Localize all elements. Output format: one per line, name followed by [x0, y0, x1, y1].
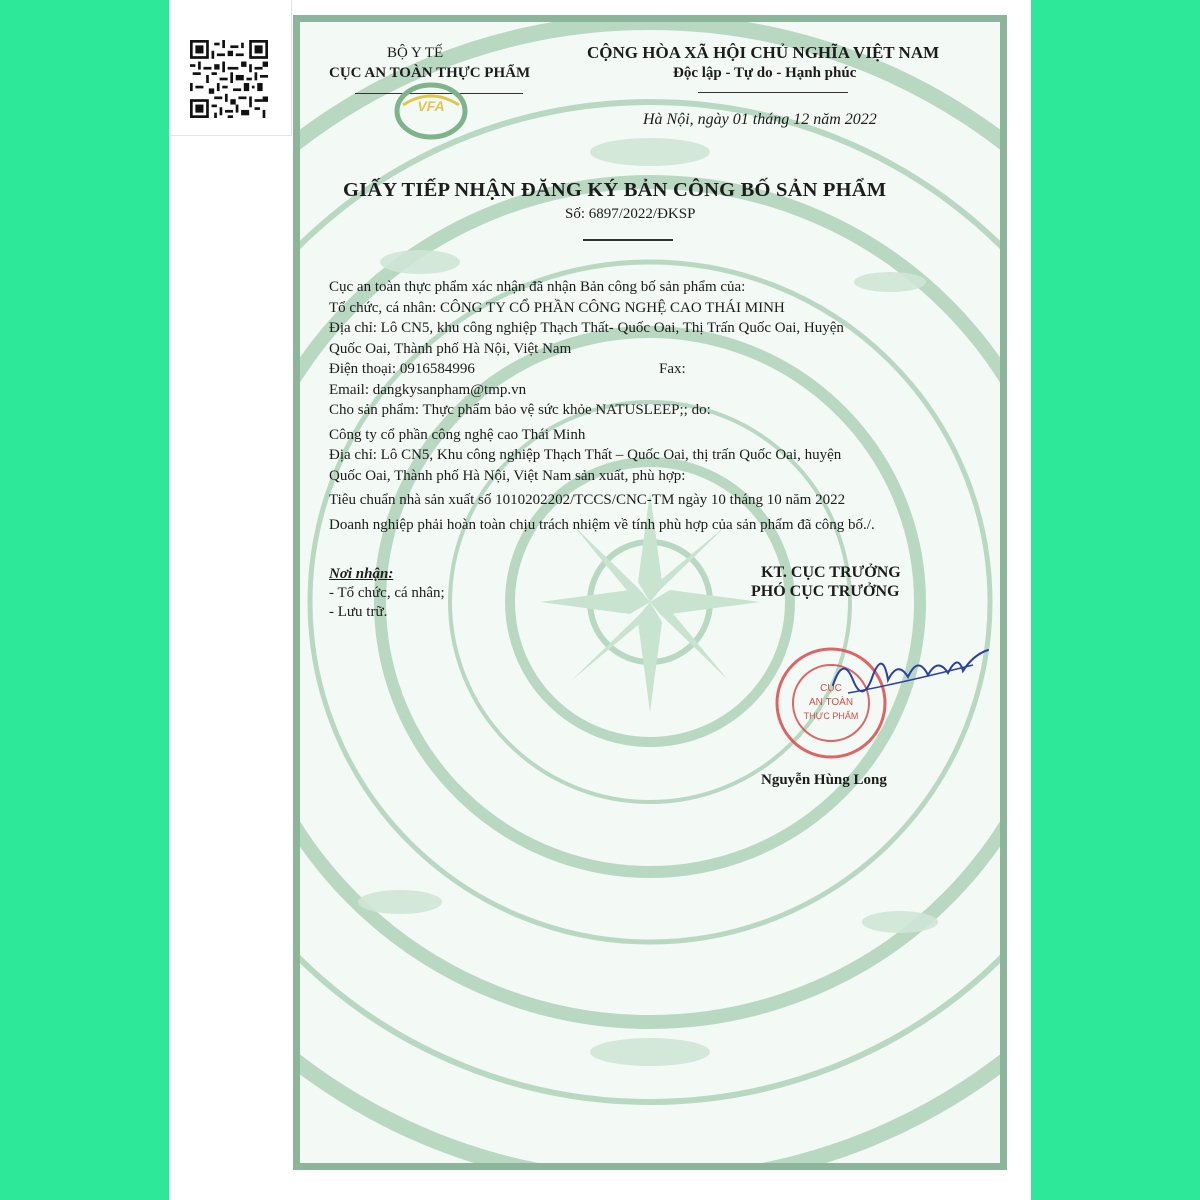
body-line: Doanh nghiệp phải hoàn toàn chịu trách nhiệm về tính phù hợp của sản phẩm đã công bố./.: [329, 516, 875, 533]
signer-title-2: PHÓ CỤC TRƯỞNG: [751, 583, 900, 600]
ministry-name: BỘ Y TẾ: [387, 45, 444, 61]
body-line: Email: dangkysanpham@tmp.vn: [329, 381, 527, 398]
body-line: Địa chỉ: Lô CN5, Khu công nghiệp Thạch Thất – Quốc Oai, thị trấn Quốc Oai, huyện: [329, 447, 842, 463]
qr-code-icon: [188, 40, 270, 118]
phone-text: Điện thoại: 0916584996: [329, 361, 475, 377]
recipient-item: - Tổ chức, cá nhân;: [329, 585, 445, 601]
signer-title-1: KT. CỤC TRƯỞNG: [761, 564, 901, 581]
body-line: Cục an toàn thực phẩm xác nhận đã nhận Bản công bố sản phẩm của:: [329, 279, 746, 295]
body-line: Tiêu chuẩn nhà sản xuất số 1010202202/TCCS/CNC-TM ngày 10 tháng 10 năm 2022: [329, 492, 846, 508]
logo-text: VFA: [417, 98, 445, 114]
signer-name: Nguyễn Hùng Long: [761, 772, 887, 788]
issue-date: Hà Nội, ngày 01 tháng 12 năm 2022: [643, 111, 877, 128]
motto-underline: [698, 92, 848, 93]
recipient-item: - Lưu trữ.: [329, 604, 388, 620]
body-line: Tổ chức, cá nhân: CÔNG TY CỔ PHẦN CÔNG NGHỆ CAO THÁI MINH: [329, 299, 785, 316]
republic-name: CỘNG HÒA XÃ HỘI CHỦ NGHĨA VIỆT NAM: [587, 43, 940, 62]
body-line: Công ty cổ phần công nghệ cao Thái Minh: [329, 426, 586, 443]
body-line: Cho sản phẩm: Thực phẩm bảo vệ sức khỏe NATUSLEEP;; do:: [329, 402, 711, 418]
vfa-logo-icon: [388, 77, 474, 141]
document-title: GIẤY TIẾP NHẬN ĐĂNG KÝ BẢN CÔNG BỐ SẢN PHẨM: [343, 179, 887, 201]
stamp-text: AN TOÀN: [808, 697, 854, 708]
phone-line: [329, 359, 959, 380]
fax-label: Fax:: [659, 361, 686, 377]
body-line: Quốc Oai, Thành phố Hà Nội, Việt Nam sản xuất, phù hợp:: [329, 467, 686, 484]
recipients-heading: Nơi nhận:: [329, 566, 394, 582]
document-body: [329, 277, 959, 535]
certificate-content: [293, 15, 1007, 1170]
agency-name: CỤC AN TOÀN THỰC PHẨM: [329, 65, 531, 81]
body-line: Quốc Oai, Thành phố Hà Nội, Việt Nam: [329, 340, 572, 357]
body-line: Địa chỉ: Lô CN5, khu công nghiệp Thạch Thất- Quốc Oai, Thị Trấn Quốc Oai, Huyện: [329, 320, 844, 336]
recipients-block: [329, 565, 445, 622]
stamp-text: CỤC: [820, 683, 842, 694]
qr-code-box: [169, 0, 292, 136]
national-motto: Độc lập - Tự do - Hạnh phúc: [673, 65, 857, 81]
document-number: Số: 6897/2022/ĐKSP: [565, 206, 696, 222]
handwritten-signature: [813, 635, 1003, 705]
number-underline: [583, 239, 673, 241]
stamp-text: THỰC PHẨM: [803, 711, 859, 721]
